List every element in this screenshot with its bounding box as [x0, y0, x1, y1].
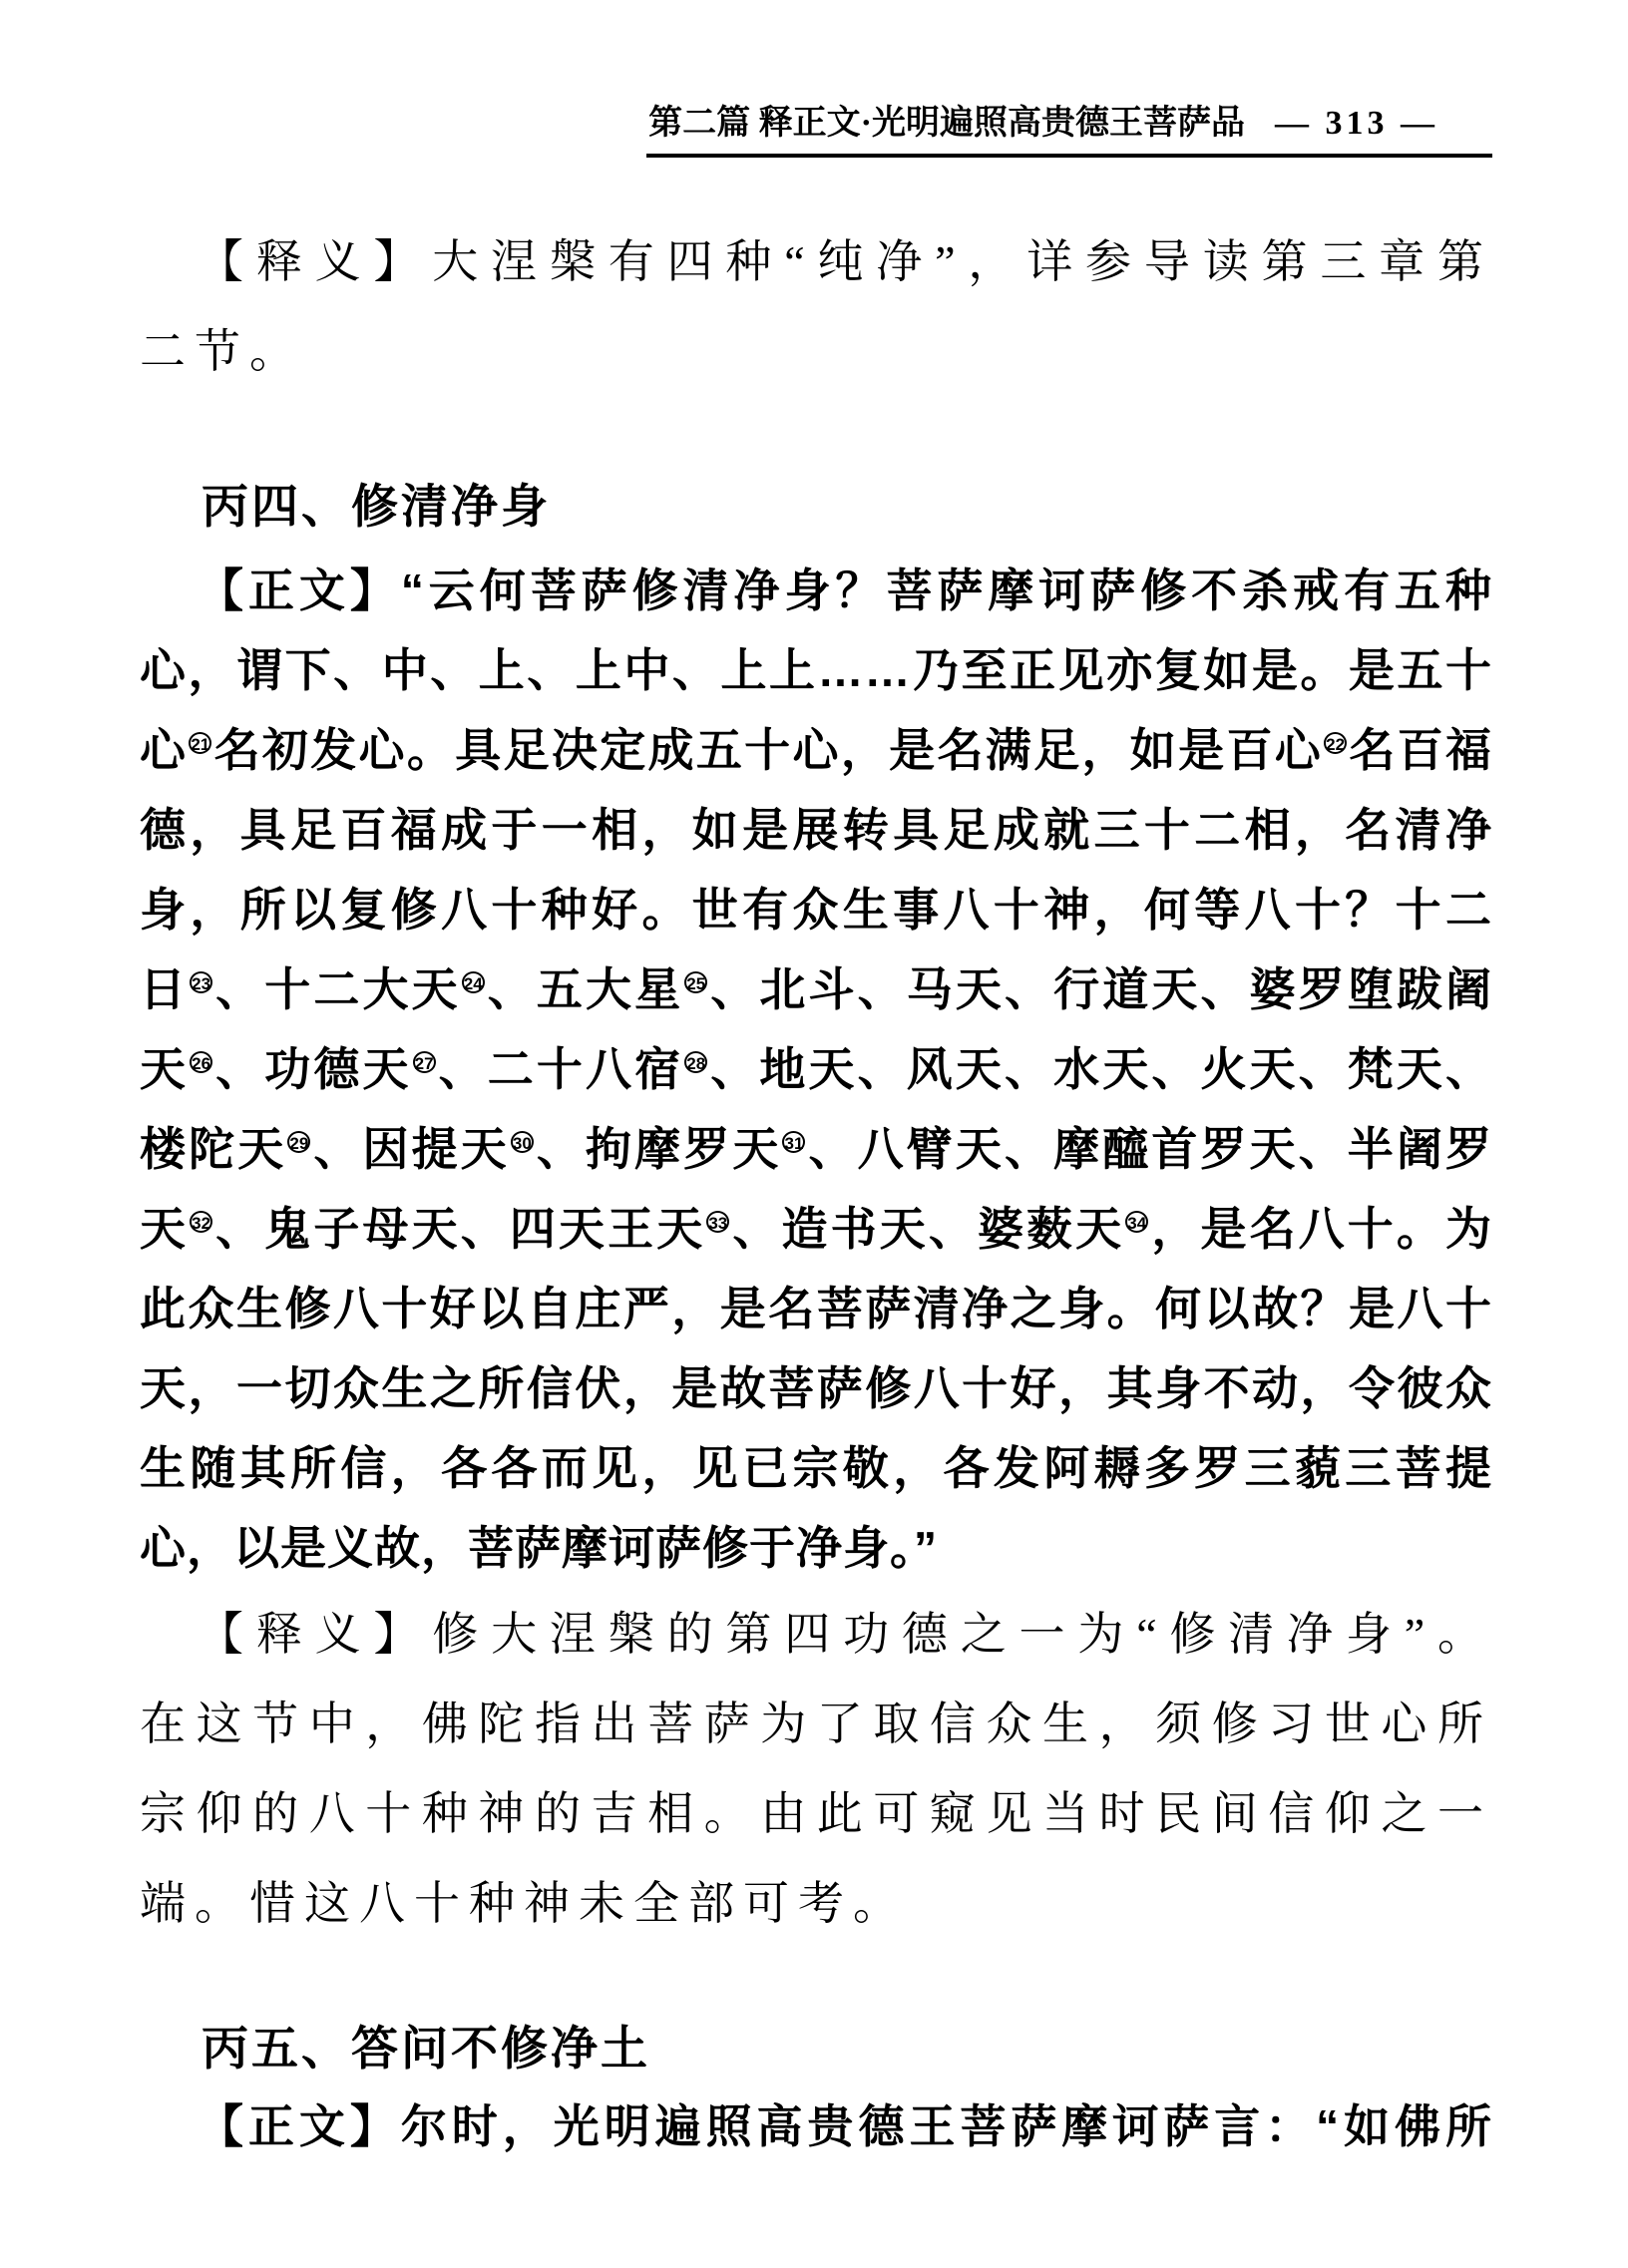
- section-heading-bingwu: 丙五、答问不修净土: [202, 2022, 650, 2075]
- paragraph-zhengwen-next: [140, 2086, 1492, 2166]
- text-line: 天 $^{32}$、鬼子母天、四天王天 $^{33}$、造书天、婆薮天 $^{34}$，是名八十。为: [140, 1203, 1493, 1255]
- text-line: 生随其所信，各各而见，见已宗敬，各发阿耨多罗三藐三菩提: [140, 1442, 1492, 1494]
- text-line: 日 $^{23}$、十二大天 $^{24}$、五大星 $^{25}$、北斗、马天、行道天、婆罗堕跋阇: [140, 963, 1493, 1015]
- text-line: 【正文】“云何菩萨修清净身？菩萨摩诃萨修不杀戒有五种: [198, 565, 1492, 616]
- text-line: 【正文】尔时，光明遍照高贵德王菩萨摩诃萨言：“如佛所: [198, 2100, 1492, 2152]
- text-line: 在这节中，佛陀指出菩萨为了取信众生，须修习世心所: [140, 1699, 1492, 1749]
- paragraph-shiyi-commentary: [140, 1590, 1492, 1949]
- paragraph-shiyi-intro: [140, 217, 1492, 397]
- text-line: 二节。: [140, 326, 304, 377]
- text-line: 楼陀天 $^{29}$、因提天 $^{30}$、拘摩罗天 $^{31}$、八臂天、摩醯首罗天、半阇罗: [140, 1123, 1493, 1175]
- text-line: 身，所以复修八十种好。世有众生事八十神，何等八十？十二: [140, 884, 1492, 936]
- running-header: [646, 104, 1492, 158]
- text-line: 心 $^{21}$名初发心。具足决定成五十心，是名满足，如是百心 $^{22}$名百福: [140, 724, 1493, 776]
- page-number: — 313 —: [1275, 105, 1438, 142]
- text-line: 心，以是义故，菩萨摩诃萨修于净身。”: [140, 1522, 938, 1574]
- text-line: 德，具足百福成于一相，如是展转具足成就三十二相，名清净: [140, 804, 1492, 856]
- text-line: 【释义】大涅槃有四种“纯净”，详参导读第三章第: [198, 236, 1492, 287]
- text-line: 端。惜这八十种神未全部可考。: [140, 1878, 908, 1929]
- text-line: 天，一切众生之所信伏，是故菩萨修八十好，其身不动，令彼众: [140, 1362, 1492, 1414]
- section-heading-bingsi: 丙四、修清净身: [202, 480, 551, 533]
- text-line: 【释义】修大涅槃的第四功德之一为“修清净身”。: [198, 1609, 1492, 1660]
- running-header-title: 第二篇 释正文·光明遍照高贵德王菩萨品: [648, 105, 1245, 142]
- text-line: 心，谓下、中、上、上中、上上……乃至正见亦复如是。是五十: [140, 644, 1492, 696]
- text-line: 宗仰的八十种神的吉相。由此可窥见当时民间信仰之一: [140, 1788, 1492, 1839]
- text-line: 此众生修八十好以自庄严，是名菩萨清净之身。何以故？是八十: [140, 1283, 1492, 1334]
- paragraph-zhengwen-body: [140, 551, 1492, 1588]
- text-line: 天 $^{26}$、功德天 $^{27}$、二十八宿 $^{28}$、地天、风天、水天、火天、梵天、: [140, 1043, 1493, 1095]
